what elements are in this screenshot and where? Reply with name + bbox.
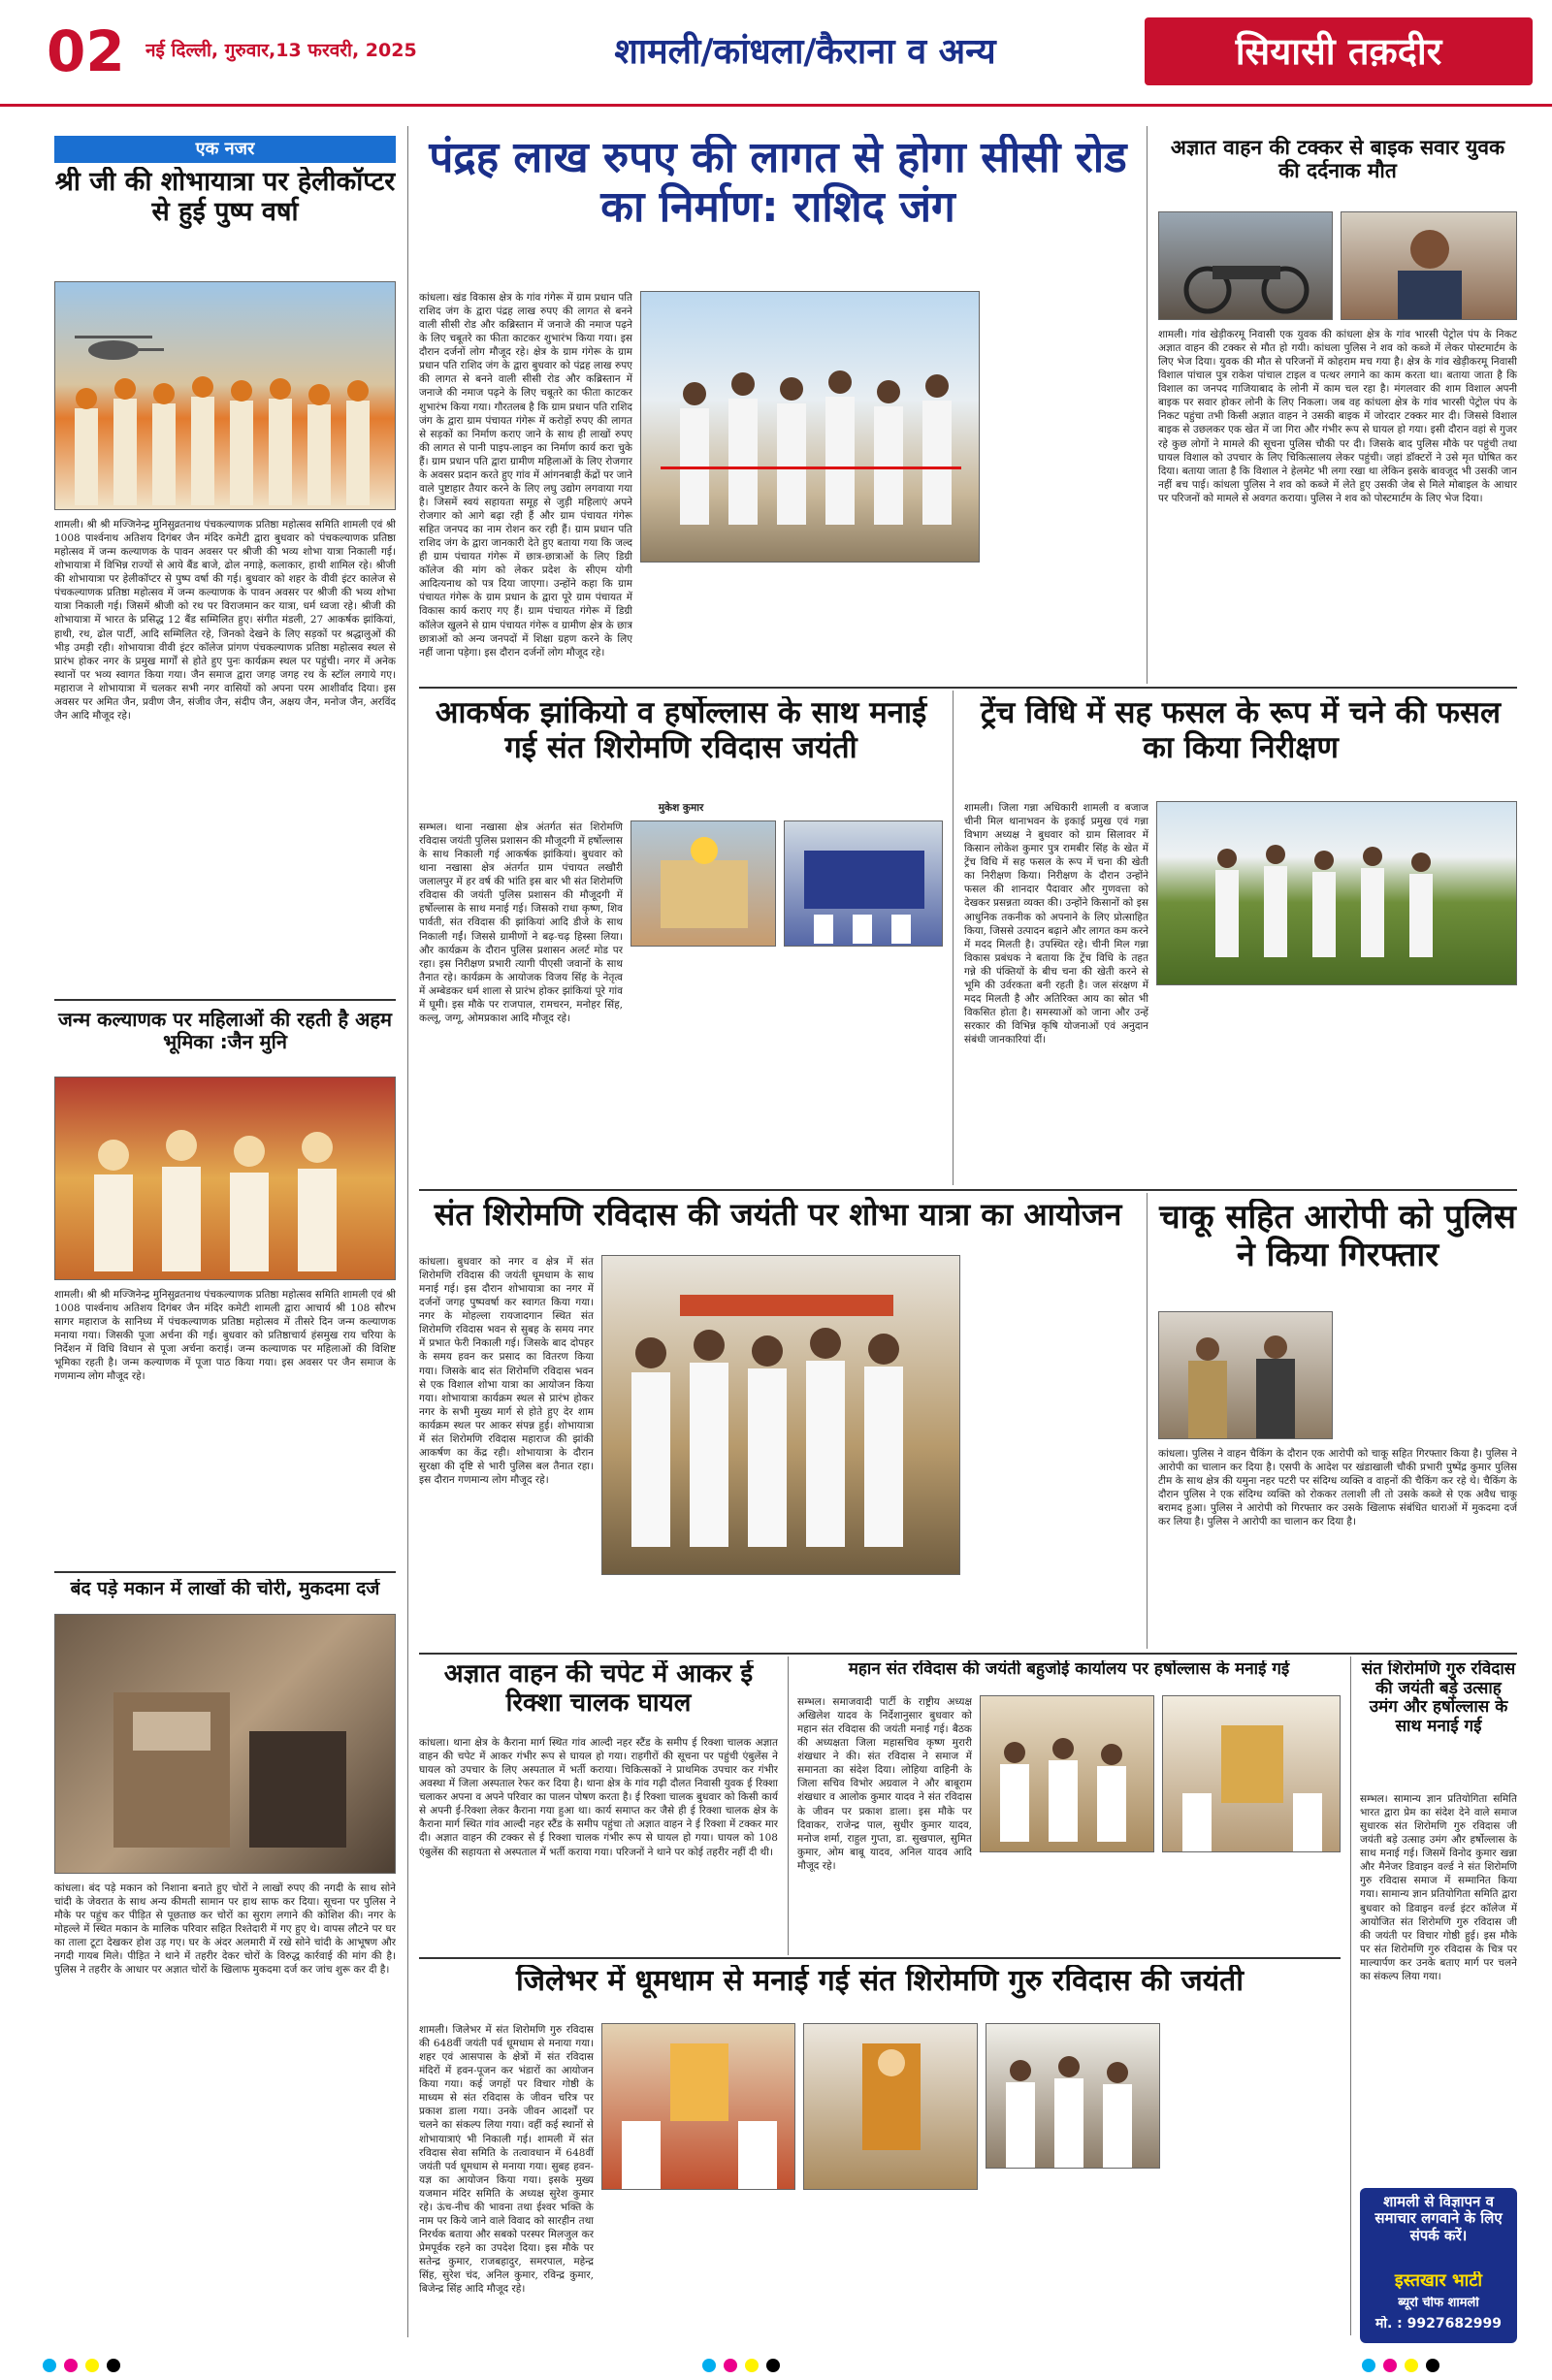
story12-body: सम्भल। सामान्य ज्ञान प्रतियोगिता समिति भारत द्वारा प्रेम का संदेश देने वाले समाज सुधारक संत शिरोमणि गुरु रविदास जी जयंती बड़े उत्साह उमंग और हर्षोल्लास के साथ मनाई गई। जिसमें विनोद कुमार खन्ना और मैनेजर डिवाइन वर्ल्ड ने संत शिरोमणि गुरु रविदास समाज में सम्मानित किया गया। सामान्य ज्ञान प्रतियोगिता समिति द्वारा बुधवार को डिवाइन वर्ल्ड इंटर कॉलेज में आयोजित संत शिरोमणि गुरु रविदास जी की जयंती पर विचार गोष्ठी हुई। इस मौके पर संत शिरोमणि गुरु रविदास के चित्र पर माल्यार्पण कर उनके बताए मार्ग पर चलने का संकल्प लिया गया। xyxy=(1360,1793,1517,1982)
theft-house-photo xyxy=(54,1614,396,1874)
story6-body: सम्भल। थाना नखासा क्षेत्र अंतर्गत संत शिरोमणि रविदास जयंती पुलिस प्रशासन की मौजूदगी में हर्षोल्लास के साथ निकाली गई आकर्षक झांकियां। बुधवार को थाना नखासा क्षेत्र अंतर्गत ग्राम पंचायत लखौरी जलालपुर में हर वर्ष की भांति इस बार भी संत शिरोमणि रविदास की जयंती पुलिस प्रशासन की मौजूदगी में हर्षोल्लास के साथ मनाई गई। जिसको राधा कृष्ण, शिव पार्वती, संत रविदास की झांकियां आदि डीजे के साथ निकाली गईं। जिससे ग्रामीणों ने बढ़-चढ़ हिस्सा लिया। और कार्यक्रम के दौरान पुलिस प्रशासन अलर्ट मोड पर रहा। इस निरीक्षण प्रभारी त्यागी पीएसी जवानों के साथ तैनात रहे। कार्यक्रम के आयोजक विजय सिंह के नेतृत्व में अम्बेडकर धर्म शाला से प्रारंभ होकर झांकियां पूरे गांव में घूमी। इस मौके पर राजपाल, रामचरन, मनोहर सिंह, कल्लू, जग्गू, ओमप्रकाश आदि मौजूद रहे। xyxy=(419,821,623,1024)
black-dot xyxy=(766,2359,780,2372)
story11-body: सम्भल। समाजवादी पार्टी के राष्ट्रीय अध्यक्ष अखिलेश यादव के निर्देशानुसार बुधवार को महान संत रविदास की जयंती मनाई गई। बैठक की अध्यक्षता जिला महासचिव कृष्ण मुरारी शंखधार ने की। संत रविदास ने समाज में समानता का संदेश दिया। लोहिया वाहिनी के जिला सचिव विभोर अग्रवाल ने और बाबूराम शंखधार व आलोक कुमार यादव ने संत रविदास के जीवन पर प्रकाश डाला। इस मौके पर दिवाकर, राजेन्द्र पाल, सुधीर कुमार यादव, मनोज शर्मा, राहुल गुप्ता, डा. सुखपाल, सुमित कुमार, ओम बाबू यादव, अनिल यादव आदि मौजूद रहे। xyxy=(797,1696,972,1872)
story6-body-col3 xyxy=(784,954,943,1179)
story6-body-col2 xyxy=(630,954,776,1179)
divider xyxy=(419,1957,1341,1959)
divider xyxy=(419,687,1517,689)
story2-headline: जन्म कल्याणक पर महिलाओं की रहती है अहम भूमिका :जैन मुनि xyxy=(58,1009,392,1053)
police-photo xyxy=(1158,1311,1333,1439)
chickpea-field-photo xyxy=(1156,801,1517,985)
ad-name: इस्तखार भाटी xyxy=(1394,2271,1483,2291)
ravidas-havan-photo xyxy=(601,2023,795,2190)
column-rule xyxy=(1147,126,1148,684)
cyan-dot xyxy=(702,2359,716,2372)
column-rule xyxy=(1350,1656,1351,2335)
story13-body-col4 xyxy=(1168,2023,1341,2339)
story8-body-col3 xyxy=(968,1255,1137,1643)
story13-body-col2 xyxy=(601,2198,978,2339)
lead-headline: पंद्रह लाख रुपए की लागत से होगा सीसी रोड का निर्माण: राशिद जंग xyxy=(429,134,1127,232)
story2-body: शामली। श्री श्री मज्जिनेन्द्र मुनिसुव्रतनाथ पंचकल्याणक प्रतिष्ठा महोत्सव समिति शामली एवं श्री 1008 पार्श्वनाथ अतिशय दिगंबर जैन मंदिर कमेटी शामली द्वारा आचार्य श्री 108 सौरभ सागर महाराज के सानिध्य में पंचकल्याणक प्रतिष्ठा महोत्सव में तीसरे दिन जन्म कल्याणक मनाया गया। जिसकी पूजा अर्चना की गई। बुधवार को प्रतिष्ठाचार्य हंसमुख राय चरिया के निर्देशन में विधि विधान से पूजा अर्चना कराई। जन्म कल्याणक पर महिलाओं की विशिष्ट भूमिका रहती है। जन्म कल्याणक में पूजा पाठ किया गया। इस अवसर पर जैन समाज के गणमान्य लोग मौजूद रहे। xyxy=(54,1289,396,1383)
divider xyxy=(54,999,396,1001)
divider xyxy=(419,1189,1517,1191)
yellow-dot xyxy=(745,2359,759,2372)
story12-headline: संत शिरोमणि गुरु रविदास की जयंती बड़े उत्साह उमंग और हर्षोल्लास के साथ मनाई गई xyxy=(1361,1660,1516,1736)
cyan-dot xyxy=(1362,2359,1375,2372)
story6-byline: मुकेश कुमार xyxy=(658,802,704,814)
story3-body: कांधला। बंद पड़े मकान को निशाना बनाते हुए चोरों ने लाखों रुपए की नगदी के साथ सोने चांदी के जेवरात के साथ अन्य कीमती सामान पर हाथ साफ कर दिया। सूचना पर पुलिस ने मौके पर पहुंच कर पीड़ित से पूछताछ कर चोरों का सुराग लगाने की कोशिश की। नगर के मोहल्ले में स्थित मकान के मालिक परिवार सहित रिश्तेदारी में गए हुए थे। वापस लौटने पर घर का ताला टूटा देखकर होश उड़ गए। घर के अंदर अलमारी में रखे सोने चांदी के आभूषण और नगदी गायब मिले। पीड़ित ने थाने में तहरीर देकर चोरों के विरुद्ध कार्रवाई की मांग की है। पुलिस ने तहरीर के आधार पर अज्ञात चोरों के खिलाफ मुकदमा दर्ज कर जांच शुरू कर दी है। xyxy=(54,1882,396,1977)
magenta-dot xyxy=(64,2359,78,2372)
lead-body-col2 xyxy=(640,570,980,679)
tableau-photo-1 xyxy=(630,820,776,947)
ravidas-gathering-photo xyxy=(986,2023,1160,2169)
ad-designation: ब्यूरो चीफ शामली xyxy=(1398,2297,1479,2310)
divider xyxy=(54,1571,396,1573)
section-title: शामली/कांधला/कैराना व अन्य xyxy=(614,32,996,72)
ravidas-idol-photo xyxy=(803,2023,978,2190)
black-dot xyxy=(1426,2359,1439,2372)
story13-body: शामली। जिलेभर में संत शिरोमणि गुरु रविदास की 648वीं जयंती पर्व धूमधाम से मनाया गया। शहर एवं आसपास के क्षेत्रों में संत रविदास मंदिरों में हवन-पूजन कर भंडारों का आयोजन किया गया। कई जगहों पर विचार गोष्ठी के माध्यम से संत रविदास के जीवन चरित्र पर प्रकाश डाला गया। उनके जीवन आदर्शों पर चलने का संकल्प लिया गया। वहीं कई स्थानों से शोभायात्राएं भी निकाली गई। शामली में संत रविदास सेवा समिति के तत्वावधान में 648वीं जयंती पर्व धूमधाम से मनाया गया। सुबह हवन-यज्ञ का आयोजन किया गया। इसके मुख्य यजमान मंदिर समिति के अध्यक्ष सुरेश कुमार रहे। ऊंच-नीच की भावना तथा ईश्वर भक्ति के नाम पर किये जाने वाले विवाद को सारहीन तथा निरर्थक बताया और सबको परस्पर मिलजुल कर प्रेमपूर्वक रहने का उपदेश दिया। इस मौके पर सतेन्द्र कुमार, राजबहादुर, समरपाल, महेन्द्र सिंह, सुरेश चंद, अनिल कुमार, रविन्द्र कुमार, बिजेन्द्र सिंह आदि मौजूद रहे। xyxy=(419,2024,594,2296)
story9-headline: चाकू सहित आरोपी को पुलिस ने किया गिरफ्तार xyxy=(1159,1199,1516,1275)
kicker: एक नजर xyxy=(54,136,396,163)
procession-photo xyxy=(54,281,396,510)
tableau-photo-2 xyxy=(784,820,943,947)
magenta-dot xyxy=(1383,2359,1397,2372)
sp-office-photo-2 xyxy=(1162,1695,1341,1852)
story8-body: कांधला। बुधवार को नगर व क्षेत्र में संत शिरोमणि रविदास की जयंती धूमधाम के साथ मनाई गई। इस दौरान शोभायात्रा का नगर में दर्जनों जगह पुष्पवर्षा कर स्वागत किया गया। नगर के मोहल्ला रायजादगान स्थित संत शिरोमणि रविदास भवन से सुबह के समय नगर में प्रभात फेरी निकाली गई। जिसके बाद दोपहर के समय हवन कर प्रसाद का वितरण किया गया। जिसके बाद संत शिरोमणि रविदास भवन से एक विशाल शोभा यात्रा का आयोजन किया गया। शोभायात्रा कार्यक्रम स्थल से प्रारंभ होकर नगर के सभी मुख्य मार्ग से होते हुए देर शाम कार्यक्रम स्थल पर आकर संपन्न हुई। शोभायात्रा में संत शिरोमणि रविदास महाराज की झांकी आकर्षण का केंद्र रही। शोभायात्रा के दौरान सुरक्षा की दृष्टि से भारी पुलिस बल तैनात रहा। इस दौरान गणमान्य लोग मौजूद रहे। xyxy=(419,1256,594,1486)
story1-body: शामली। श्री श्री मज्जिनेन्द्र मुनिसुव्रतनाथ पंचकल्याणक प्रतिष्ठा महोत्सव समिति शामली एवं श्री 1008 पार्श्वनाथ अतिशय दिगंबर जैन मंदिर कमेटी द्वारा बुधवार को पंचकल्याणक प्रतिष्ठा महोत्सव में जन्म कल्याणक के पावन अवसर पर श्रीजी की भव्य शोभा यात्रा निकाली गई। शोभायात्रा में विभिन्न राज्यों से आये बैंड बाजे, ढोल नगाड़े, कलाकार, हाथी शामिल रहे। श्रीजी की शोभायात्रा पर हेलीकॉप्टर से पुष्प वर्षा की गई। बुधवार को शहर के वीवी इंटर कालेज से पंचकल्याणक प्रतिष्ठा महोत्सव में जन्म कल्याणक के पावन अवसर पर श्रीजी की भव्य शोभा यात्रा निकाली गई। जिसमें श्रीजी को रथ पर विराजमान कर यात्रा, धर्म ध्वजा रहे। श्रीजी की शोभायात्रा में भारत के प्रसिद्ध 12 बैंड सम्मिलित हुए। संगीत मंडली, 27 आकर्षक झांकियां, हाथी, रथ, ढोल पार्टी, आदि सम्मिलित रहे, जिनको देखने के लिए सड़कों पर श्रद्धालुओं की भीड़ उमड़ी रही। शोभायात्रा वीवी इंटर कॉलेज प्रांगण पंचकल्याणक प्रतिष्ठा महोत्सव स्थल से प्रारंभ होकर नगर के प्रमुख मार्गों से होते हुए पुनः कार्यक्रम स्थल पर पहुंची। नगर में अनेक स्थानों पर भव्य स्वागत किया गया। जैन समाज द्वारा जगह जगह रथ के स्टॉल लगाये गए। महाराज ने शोभायात्रा में चलकर सभी नगर वासियों को अपना परम आशीर्वाद दिया। इस अवसर पर अमित जैन, प्रवीण जैन, संजीव जैन, संदीप जैन, अक्षय जैन, मनोज जैन, अरविंद जैन आदि मौजूद रहे। xyxy=(54,519,396,722)
magenta-dot xyxy=(724,2359,737,2372)
shobha-yatra-photo xyxy=(601,1255,960,1575)
victim-photo xyxy=(1341,211,1517,320)
sp-office-photo-1 xyxy=(980,1695,1154,1852)
dateline: नई दिल्ली, गुरुवार,13 फरवरी, 2025 xyxy=(146,40,417,61)
page-number: 02 xyxy=(47,18,125,84)
story3-headline: बंद पड़े मकान में लाखों की चोरी, मुकदमा दर्ज xyxy=(70,1579,380,1599)
story11-caption xyxy=(980,1860,1341,1949)
road-inauguration-photo xyxy=(640,291,980,563)
yellow-dot xyxy=(1405,2359,1418,2372)
story5-body: शामली। गांव खेड़ीकरमू निवासी एक युवक की कांधला क्षेत्र के गांव भारसी पेट्रोल पंप के निकट अज्ञात वाहन की टक्कर से मौत हो गयी। कांधला पुलिस ने शव को कब्जे में लेकर पोस्टमार्टम के लिए भेज दिया। युवक की मौत से परिजनों में कोहराम मच गया है। क्षेत्र के गांव खेड़ीकरमू निवासी विशाल पांचाल पुत्र राकेश पांचाल टाइल व पत्थर लगाने का काम करता था। बताया जाता है कि विशाल का जनपद गाजियाबाद के लोनी में काम चल रहा है। मंगलवार की शाम विशाल अपनी बाइक पर सवार होकर लोनी के लिए निकला। जब वह कांधला क्षेत्र के गांव भारसी पेट्रोल पंप के निकट पहुंचा तभी किसी अज्ञात वाहन ने उसकी बाइक में जोरदार टक्कर मार दी। जिससे विशाल बाइक से उछलकर एक खेत में जा गिरा और गंभीर रूप से घायल हो गया। इसी दौरान वहां से गुजर रहे कुछ लोगों ने मामले की सूचना पुलिस चौकी पर दी। जिसके बाद पुलिस मौके पर पहुंची तथा घायल विशाल को उपचार के लिए चिकित्सालय लेकर पहुंची। जहां डॉक्टरों ने उसे मृत घोषित कर दिया। बताया जाता है कि विशाल ने हेलमेट भी लगा रखा था लेकिन इसके बावजूद भी उसकी जान नहीं बच पाई। कांधला पुलिस ने शव को कब्जे में लेते हुए उसकी जेब से मिले मोबाइल के आधार पर परिजनों को मामले से अवगत कराया। पुलिस ने शव को पोस्टमार्टम के लिए भेज दिया। xyxy=(1158,329,1517,504)
story6-headline: आकर्षक झांकियो व हर्षोल्लास के साथ मनाई गई संत शिरोमणि रविदास जयंती xyxy=(435,696,927,765)
black-dot xyxy=(107,2359,120,2372)
column-rule xyxy=(1147,1193,1148,1649)
divider xyxy=(419,1653,1517,1655)
jain-muni-photo xyxy=(54,1077,396,1280)
helicopter-icon xyxy=(55,282,396,510)
story7-body: शामली। जिला गन्ना अधिकारी शामली व बजाज चीनी मिल थानाभवन के इकाई प्रमुख एवं गन्ना विभाग अध्यक्ष ने बुधवार को ग्राम सिलावर में किसान लोकेश कुमार पुत्र रामबीर सिंह के खेत में ट्रेंच विधि में सह फसल के रूप में चना की खेती का निरीक्षण किया। निरीक्षण के दौरान उन्होंने फसल की शानदार पैदावार और गुणवत्ता को देखकर प्रसन्नता व्यक्त की। उन्होंने किसानों को इस आधुनिक तकनीक को अपनाने के लिए प्रोत्साहित किया, जिससे उत्पादन बढ़ाने और लागत कम करने में मदद मिलती है। उपस्थित रहे। चीनी मिल गन्ना विकास प्रबंधक ने बताया कि ट्रेंच विधि के तहत गन्ने की पंक्तियों के बीच चना की खेती करने से भूमि की उर्वरकता बनी रहती है। जल संरक्षण में मदद मिलती है और अतिरिक्त आय का स्रोत भी विकसित होता है। समस्याओं को जाना और उन्हें सरकार की विभिन्न कृषि योजनाओं एवं अनुदान संबंधी जानकारियां दीं। xyxy=(964,802,1148,1046)
story13-headline: जिलेभर में धूमधाम से मनाई गई संत शिरोमणि गुरु रविदास की जयंती xyxy=(516,1965,1244,1998)
story7-body-col3 xyxy=(1341,993,1517,1179)
lead-body-col3 xyxy=(987,291,1137,679)
cyan-dot xyxy=(43,2359,56,2372)
column-rule xyxy=(953,691,954,1185)
ad-mobile: मो. : 9927682999 xyxy=(1374,2316,1503,2332)
column-rule xyxy=(407,126,408,2337)
story11-headline: महान संत रविदास की जयंती बहुजोई कार्यालय पर हर्षोल्लास के मनाई गई xyxy=(848,1660,1290,1679)
column-rule xyxy=(788,1656,789,1955)
story7-headline: ट्रेंच विधि में सह फसल के रूप में चने की फसल का किया निरीक्षण xyxy=(980,696,1502,765)
story10-headline: अज्ञात वाहन की चपेट में आकर ई रिक्शा चालक घायल xyxy=(443,1660,754,1718)
story5-headline: अज्ञात वाहन की टक्कर से बाइक सवार युवक की दर्दनाक मौत xyxy=(1170,136,1505,183)
yellow-dot xyxy=(85,2359,99,2372)
lead-body-col1: कांधला। खंड विकास क्षेत्र के गांव गंगेरू में ग्राम प्रधान पति राशिद जंग के द्वारा पंद्रह लाख रुपए की लागत से बनने वाली सीसी रोड और कब्रिस्तान में जनाजे की नमाज पढ़ने के लिए चबूतरे का फीता काटकर शुभारंभ किया गया। इस दौरान दर्जनों लोग मौजूद रहे। क्षेत्र के ग्राम गंगेरू के ग्राम प्रधान पति राशिद जंग के द्वारा बुधवार को पंद्रह लाख रुपए की लागत से बनने वाली सीसी रोड और कब्रिस्तान में जनाजे की नमाज पढ़ने के लिए चबूतरे का फीता काटकर शुभारंभ किया गया। गौरतलब है कि ग्राम प्रधान पति राशिद जंग के द्वारा ग्राम पंचायत गंगेरू में करोड़ों रुपए की लागत से सड़कों का निर्माण कराए जाने के साथ ही लाखों रुपए की लागत से पानी पाइप-लाइन का निर्माण कार्य करा चुके हैं। ग्राम प्रधान पति द्वारा ग्रामीण महिलाओं के लिए रोजगार के अवसर प्रदान करते हुए गांव में आंगनबाड़ी केंद्रों पर जाने वाले पुष्टाहार तैयार करने के लिए लघु उद्योग लगवाया गया है। जिसमें स्वयं सहायता समूह से जुड़ी महिलाएं अपने रोजगार को आगे बढ़ा रही हैं और ग्राम पंचायत गंगेरू सहित जनपद का नाम रोशन कर रही हैं। ग्राम प्रधान पति राशिद जंग के द्वारा जानकारी देते हुए बताया गया कि जल्द ही ग्राम पंचायत गंगेरू में छात्र-छात्राओं के लिए डिग्री कॉलेज की मांग को लेकर प्रदेश के सीएम योगी आदित्यनाथ को पत्र दिया जाएगा। उन्होंने कहा कि ग्राम पंचायत गंगेरू के ग्राम प्रधान के द्वारा पूरे ग्राम पंचायत में विकास कार्य कराए गए हैं। ग्राम पंचायत गंगेरू में डिग्री कॉलेज खुलने से ग्राम पंचायत गंगेरू व ग्रामीण क्षेत्र के छात्र छात्राओं को अन्य जनपदों में शिक्षा ग्रहण करने के लिए नहीं जाना पड़ेगा। इस दौरान दर्जनों लोग मौजूद रहे। xyxy=(419,292,632,659)
bike-photo xyxy=(1158,211,1333,320)
print-registration-strip xyxy=(0,2351,1552,2380)
story1-headline: श्री जी की शोभायात्रा पर हेलीकॉप्टर से हुई पुष्प वर्षा xyxy=(54,167,396,228)
story9-body: कांधला। पुलिस ने वाहन चैकिंग के दौरान एक आरोपी को चाकू सहित गिरफ्तार किया है। पुलिस ने आरोपी का चालान कर दिया है। एसपी के आदेश पर खंडाखाली चौकी प्रभारी पुष्पेंद्र कुमार पुलिस टीम के साथ क्षेत्र की यमुना नहर पटरी पर संदिग्ध व्यक्ति व वाहनों की चैकिंग कर रहे थे। चैकिंग के दौरान पुलिस ने एक संदिग्ध व्यक्ति को रोककर तलाशी ली तो उसके कब्जे से एक अवैध चाकू बरामद हुआ। पुलिस ने आरोपी को गिरफ्तार कर उसके खिलाफ संबंधित धाराओं में मुकदमा दर्ज कर लिया है। पुलिस ने आरोपी का चालान कर दिया है। xyxy=(1158,1448,1517,1528)
story7-body-col2 xyxy=(1156,993,1333,1179)
story8-headline: संत शिरोमणि रविदास की जयंती पर शोभा यात्रा का आयोजन xyxy=(434,1197,1122,1233)
story9-body-col xyxy=(1341,1311,1517,1439)
story10-body: कांधला। थाना क्षेत्र के कैराना मार्ग स्थित गांव आल्दी नहर स्टैंड के समीप ई रिक्शा चालक अज्ञात वाहन की चपेट में आकर गंभीर रूप से घायल हो गया। राहगीरों की सूचना पर पहुंची एंबुलेंस ने घायल को उपचार के लिए अस्पताल में भर्ती कराया। चिकित्सकों ने प्राथमिक उपचार कर गंभीर अवस्था में जिला अस्पताल रेफर कर दिया है। थाना क्षेत्र के गांव गढ़ी दौलत निवासी युवक ई रिक्शा चलाकर अपना व अपने परिवार का पालन पोषण करता है। ई रिक्शा चालक बुधवार को किसी कार्य से अपनी ई-रिक्शा लेकर कैराना गया हुआ था। कार्य समाप्त कर जैसे ही ई रिक्शा चालक क्षेत्र के कैराना मार्ग स्थित गांव आल्दी नहर स्टैंड के समीप पहुंचा तो अज्ञात वाहन ने ई रिक्शा में टक्कर मार दी। अज्ञात वाहन की टक्कर से ई रिक्शा चालक गंभीर रूप से घायल हो गया। घायल को 108 एंबुलेंस की सहायता से अस्पताल में भर्ती कराया गया। परिजनों ने थाने पर कोई तहरीर नहीं दी थी। xyxy=(419,1737,778,1858)
ad-text: शामली से विज्ञापन व समाचार लगवाने के लिए संपर्क करें। xyxy=(1374,2194,1503,2244)
story13-body-col3 xyxy=(986,2176,1160,2339)
newspaper-brand: सियासी तक़दीर xyxy=(1145,17,1533,85)
